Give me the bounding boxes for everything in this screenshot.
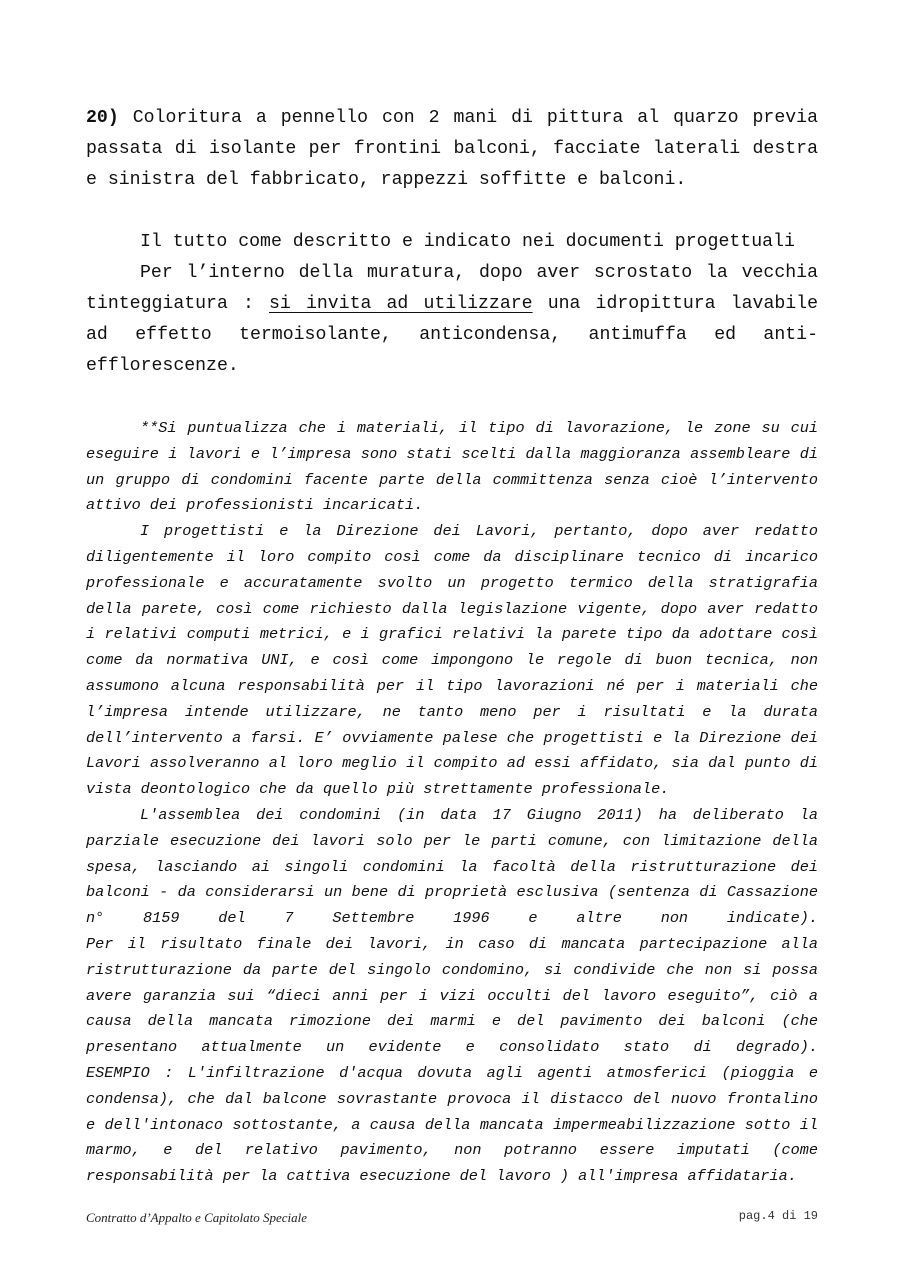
note-line: attivo dei professionisti incaricati. <box>86 496 424 515</box>
note-line: ristrutturazione da parte del singolo condomino, si condivide che non si possa <box>86 960 818 979</box>
note-line: della parete, così come richiesto dalla legislazione vigente, dopo aver redatto <box>86 599 818 618</box>
note-line: causa della mancata rimozione dei marmi e del pavimento dei balconi (che <box>86 1012 818 1031</box>
section-20-line-3: e sinistra del fabbricato, rappezzi soffitte e balconi. <box>86 170 687 190</box>
note-line: dell’intervento a farsi. E’ ovviamente palese che progettisti e la Direzione dei <box>86 728 818 747</box>
note-line: l’impresa intende utilizzare, ne tanto meno per i risultati e la durata <box>86 702 818 721</box>
note-line: e dell'intonaco sottostante, a causa della mancata impermeabilizzazione sotto il <box>86 1115 818 1134</box>
paragraph-interno-line-1: Per l’interno della muratura, dopo aver scrostato la vecchia <box>140 263 818 283</box>
note-line: diligentemente il loro compito così come da disciplinare tecnico di incarico <box>86 548 818 566</box>
note-line: avere garanzia sui “dieci anni per i vizi occulti del lavoro eseguito”, ciò a <box>86 986 818 1005</box>
note-line: marmo, e del relativo pavimento, non potranno essere imputati (come <box>86 1141 818 1160</box>
note-line: eseguire i lavori e l’impresa sono stati scelti dalla maggioranza assembleare di <box>86 444 818 463</box>
note-line: professionale e accuratamente svolto un progetto termico della stratigrafia <box>86 573 818 592</box>
footer-document-title: Contratto d’Appalto e Capitolato Speciale <box>86 1210 307 1225</box>
section-20-text: Coloritura a pennello con 2 mani di pittura al quarzo previa <box>132 108 819 128</box>
interno-text-a: tinteggiatura : <box>86 294 254 314</box>
section-number: 20) <box>86 108 119 128</box>
note-line: parziale esecuzione dei lavori solo per le parti comune, con limitazione della <box>86 831 818 850</box>
section-20-line-1 <box>86 108 818 128</box>
note-line: spesa, lasciando ai singoli condomini la facoltà della ristrutturazione dei <box>86 857 818 876</box>
note-line: un gruppo di condomini facente parte della committenza senza cioè l’intervento <box>86 470 818 489</box>
note-line: **Si puntualizza che i materiali, il tipo di lavorazione, le zone su cui <box>140 419 818 437</box>
note-line: i relativi computi metrici, e i grafici relativi la parete tipo da adottare così <box>86 625 818 644</box>
paragraph-tutto: Il tutto come descritto e indicato nei documenti progettuali <box>140 232 795 252</box>
note-line: Per il risultato finale dei lavori, in caso di mancata partecipazione alla <box>86 935 818 953</box>
note-line: balconi - da considerarsi un bene di proprietà esclusiva (sentenza di Cassazione <box>86 883 818 902</box>
note-line: Lavori assolveranno al loro meglio il compito ad essi affidato, sia dal punto di <box>86 754 818 773</box>
note-line: presentano attualmente un evidente e consolidato stato di degrado). <box>86 1038 818 1057</box>
note-line: L'assemblea dei condomini (in data 17 Giugno 2011) ha deliberato la <box>140 806 818 824</box>
paragraph-interno-line-2 <box>86 294 818 314</box>
note-line: vista deontologico che da quello più strettamente professionale. <box>86 780 670 799</box>
note-line: come da normativa UNI, e così come impongono le regole di buon tecnica, non <box>86 651 818 670</box>
note-line: assumono alcuna responsabilità per il tipo lavorazioni né per i materiali che <box>86 677 818 695</box>
interno-text-b: una idropittura lavabile <box>547 294 819 314</box>
paragraph-interno-line-4: efflorescenze. <box>86 356 239 376</box>
paragraph-interno-line-3: ad effetto termoisolante, anticondensa, antimuffa ed anti- <box>86 325 818 345</box>
underlined-phrase: si invita ad utilizzare <box>269 294 533 314</box>
footer-page-number: pag.4 di 19 <box>738 1209 818 1223</box>
note-line: ESEMPIO : L'infiltrazione d'acqua dovuta agli agenti atmosferici (pioggia e <box>86 1064 818 1082</box>
note-line: responsabilità per la cattiva esecuzione del lavoro ) all'impresa affidataria. <box>86 1167 797 1186</box>
note-line: condensa), che dal balcone sovrastante provoca il distacco del nuovo frontalino <box>86 1089 818 1108</box>
note-line: n° 8159 del 7 Settembre 1996 e altre non indicate). <box>86 909 818 928</box>
note-line: I progettisti e la Direzione dei Lavori, pertanto, dopo aver redatto <box>140 522 818 541</box>
section-20-line-2: passata di isolante per frontini balconi, facciate laterali destra <box>86 139 818 159</box>
